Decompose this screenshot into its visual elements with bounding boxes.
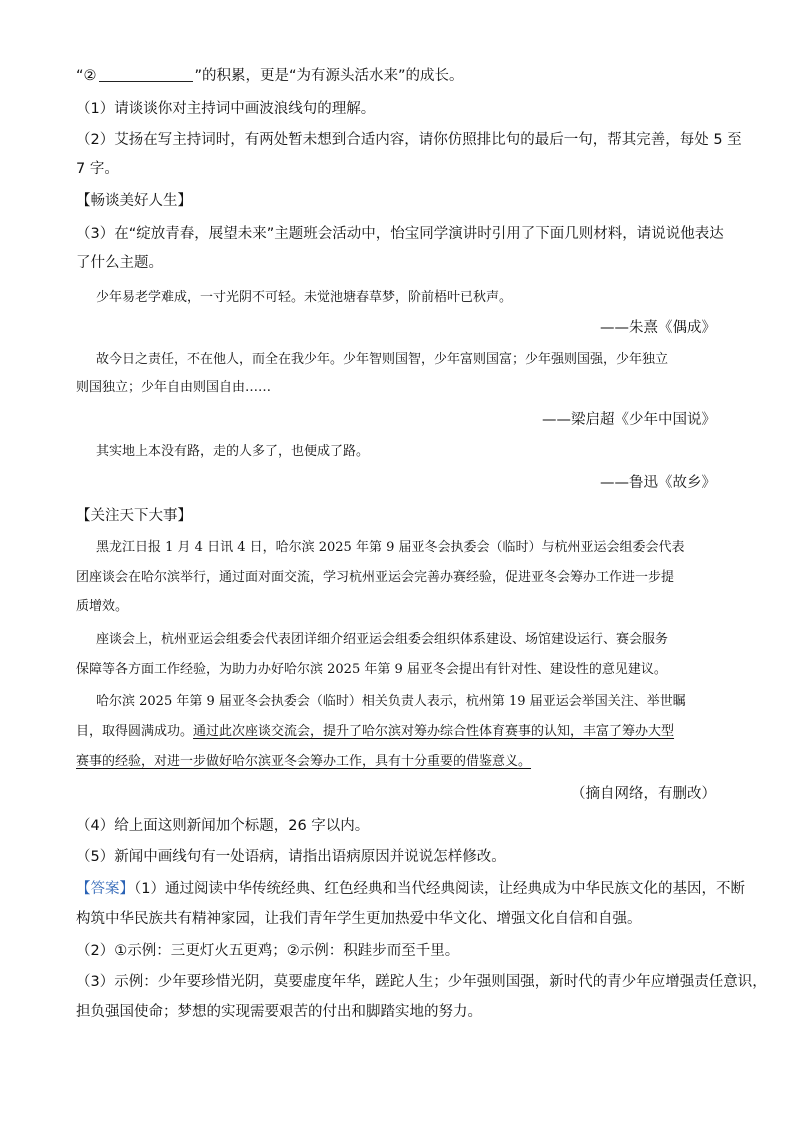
- news-underlined-sentence-part2: 赛事的经验，对进一步做好哈尔滨亚冬会筹办工作，具有十分重要的借鉴意义。: [76, 754, 532, 769]
- answer-tag: 【答案】: [76, 881, 134, 897]
- answer-2: （2）①示例：三更灯火五更鸡；②示例：积跬步而至千里。: [76, 943, 460, 959]
- news-p1-line2: 团座谈会在哈尔滨举行，通过面对面交流，学习杭州亚运会完善办赛经验，促进亚冬会筹办工作进一步提: [76, 570, 675, 585]
- news-p3-line2: [76, 722, 674, 742]
- news-p1-line1: 黑龙江日报 1 月 4 日讯 4 日，哈尔滨 2025 年第 9 届亚冬会执委会（临时）与杭州亚运会组委会代表: [96, 540, 685, 555]
- news-p2-line1: 座谈会上，杭州亚运会组委会代表团详细介绍亚运会组委会组织体系建设、场馆建设运行、赛会服务: [96, 632, 669, 647]
- answer-3-line1: （3）示例：少年要珍惜光阴，莫要虚度年华，蹉跎人生；少年强则国强，新时代的青少年应增强责任意识，: [76, 974, 767, 990]
- quote-essay-line1: 故今日之责任，不在他人，而全在我少年。少年智则国智，少年富则国富；少年强则国强，少年独立: [96, 352, 669, 367]
- answer-1-line1: [76, 879, 745, 899]
- section-heading-news: 【关注天下大事】: [76, 508, 192, 524]
- quote-lu: 其实地上本没有路，走的人多了，也便成了路。: [96, 444, 370, 459]
- quote-close: ”的积累，更是“为有源头活水来”的成长。: [194, 68, 464, 84]
- news-p3-plain: 目，取得圆满成功。: [76, 724, 194, 739]
- fill-blank-2: [99, 67, 193, 82]
- news-underlined-sentence-part1: 通过此次座谈交流会，提升了哈尔滨对筹办综合性体育赛事的认知，丰富了筹办大型: [193, 724, 675, 739]
- quote-essay-source: ——梁启超《少年中国说》: [542, 412, 716, 428]
- news-source: （摘自网络，有删改）: [571, 786, 716, 802]
- news-p3-line1: 哈尔滨 2025 年第 9 届亚冬会执委会（临时）相关负责人表示，杭州第 19 届亚运会举国关注、举世瞩: [96, 694, 686, 709]
- section-heading-life: 【畅谈美好人生】: [76, 193, 192, 209]
- quote-open: “②: [76, 68, 97, 84]
- question-1: （1）请谈谈你对主持词中画波浪线句的理解。: [76, 101, 376, 117]
- question-4: （4）给上面这则新闻加个标题，26 字以内。: [76, 818, 370, 834]
- quote-essay-line2: 则国独立；少年自由则国自由……: [76, 380, 272, 395]
- quote-poem-source: ——朱熹《偶成》: [600, 320, 716, 336]
- answer-3-line2: 担负强国使命；梦想的实现需要艰苦的付出和脚踏实地的努力。: [76, 1004, 482, 1020]
- quote-poem: 少年易老学难成，一寸光阴不可轻。未觉池塘春草梦，阶前梧叶已秋声。: [96, 290, 513, 305]
- question-3-line1: （3）在“绽放青春，展望未来”主题班会活动中，怡宝同学演讲时引用了下面几则材料，请说说他表达: [76, 226, 724, 242]
- question-5: （5）新闻中画线句有一处语病，请指出语病原因并说说怎样修改。: [76, 849, 506, 865]
- question-2-line1: （2）艾扬在写主持词时，有两处暂未想到合适内容，请你仿照排比句的最后一句，帮其完善，每处 5 至: [76, 132, 742, 148]
- top-line: [76, 66, 464, 86]
- news-p1-line3: 质增效。: [76, 599, 129, 614]
- question-3-line2: 了什么主题。: [76, 255, 163, 271]
- answer-1-line2: 构筑中华民族共有精神家园，让我们青年学生更加热爱中华文化、增强文化自信和自强。: [76, 911, 642, 927]
- news-p2-line2: 保障等各方面工作经验，为助力办好哈尔滨 2025 年第 9 届亚冬会提出有针对性、建设性的意见建议。: [76, 662, 667, 677]
- answer-1-text: （1）通过阅读中华传统经典、红色经典和当代经典阅读，让经典成为中华民族文化的基因，不断: [134, 881, 745, 897]
- news-p3-line3: [76, 752, 531, 772]
- question-2-line2: 7 字。: [76, 161, 119, 177]
- quote-lu-source: ——鲁迅《故乡》: [600, 475, 716, 491]
